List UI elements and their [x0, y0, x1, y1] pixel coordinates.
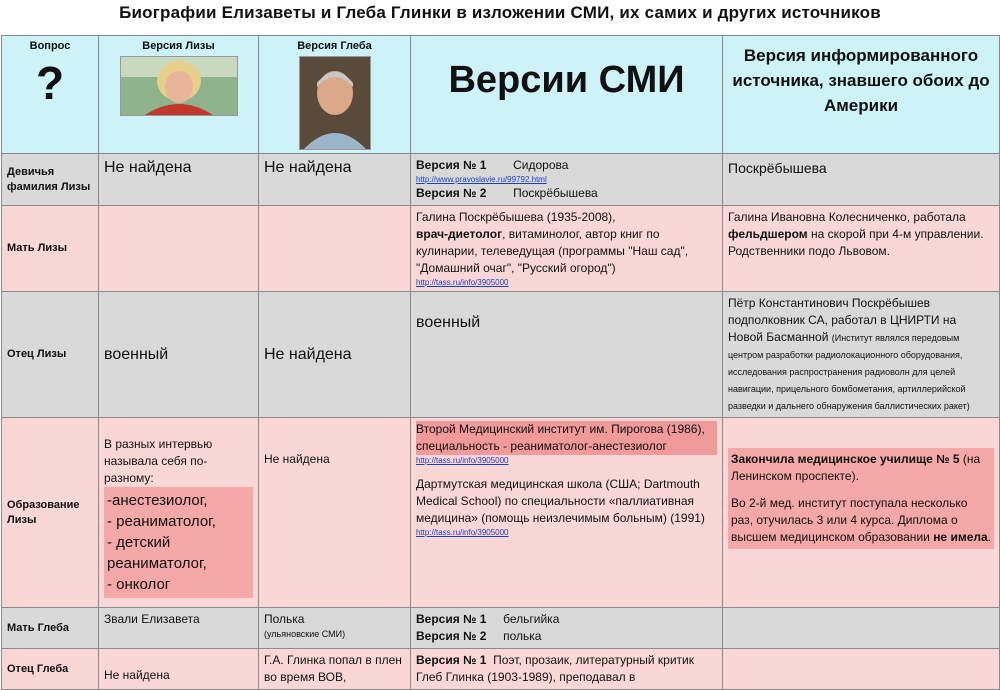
inf-highlight: [728, 448, 994, 549]
source-link[interactable]: http://www.pravoslavie.ru/99792.html: [416, 175, 547, 184]
source-link[interactable]: http://tass.ru/info/3905000: [416, 528, 509, 537]
smi-text: Дартмутская медицинская школа (США; Dartmouth Medical School) по специальности «паллиативная медицина» (помощь неизлечимым больным) (1991): [416, 477, 705, 525]
gleb-cell: [259, 206, 411, 292]
liza-photo: [120, 56, 238, 116]
inf-cell: [723, 206, 1000, 292]
version-label: Версия № 1: [416, 653, 487, 667]
version-value: Поскрёбышева: [513, 186, 598, 200]
list-item: - онколог: [107, 576, 171, 593]
smi-highlight: Второй Медицинский институт им. Пирогова (1986), специальность - реаниматолог-анестезиолог: [416, 421, 717, 455]
header-gleb: [259, 36, 411, 154]
inf-cell: Поскрёбышева: [723, 154, 1000, 206]
liza-cell: [99, 206, 259, 292]
version-value: Сидорова: [513, 158, 569, 172]
row-mother: [2, 206, 1000, 292]
inf-cell: [723, 608, 1000, 649]
question-cell: Отец Лизы: [2, 292, 99, 418]
inf-bold: Закончила медицинское училище № 5: [731, 452, 960, 466]
page-title: Биографии Елизаветы и Глеба Глинки в изложении СМИ, их самих и других источников: [119, 3, 881, 22]
header-smi: [411, 36, 723, 154]
inf-cell: [723, 292, 1000, 418]
source-link[interactable]: http://tass.ru/info/3905000: [416, 456, 509, 465]
question-cell: Мать Глеба: [2, 608, 99, 649]
inf-cell: [723, 418, 1000, 608]
smi-bold: врач-диетолог: [416, 227, 503, 241]
list-item: -анестезиолог,: [107, 492, 208, 509]
gleb-cell: Не найдена: [259, 418, 411, 608]
question-cell: Девичья фамилия Лизы: [2, 154, 99, 206]
biography-table: [1, 35, 1000, 690]
version-label: Версия № 1: [416, 612, 487, 626]
smi-cell: [411, 206, 723, 292]
liza-cell: Не найдена: [99, 649, 259, 690]
liza-cell: военный: [99, 292, 259, 418]
gleb-cell: Не найдена: [259, 292, 411, 418]
row-gleb-mother: [2, 608, 1000, 649]
inf-cell: [723, 649, 1000, 690]
list-item: - реаниматолог,: [107, 513, 216, 530]
inf-text: Пётр Константинович Поскрёбышев подполковник СА, работал в ЦНИРТИ на Новой Басманной: [728, 296, 957, 344]
version-label: Версия № 1: [416, 158, 487, 172]
inf-text: Во 2-й мед. институт поступала несколько раз, отучилась 3 или 4 курса. Диплома о высшем медицинском образовании: [731, 496, 968, 544]
list-item: - детский реаниматолог,: [107, 534, 207, 572]
question-cell: Образование Лизы: [2, 418, 99, 608]
header-question: [2, 36, 99, 154]
gleb-cell: [259, 608, 411, 649]
version-label: Версия № 2: [416, 186, 487, 200]
header-gleb-label: Версия Глеба: [297, 40, 372, 52]
inf-text: Галина Ивановна Колесниченко, работала: [728, 210, 966, 224]
inf-bold: не имела: [933, 530, 988, 544]
question-mark: ?: [35, 57, 65, 109]
inf-small-text: (Институт являлся передовым центром разработки радиолокационного оборудования, исследования распространения радиоволн для целей навигации, прицельного бомбометания, артиллерийской разведки и дальнего обнаружения баллистических ракет): [728, 333, 970, 411]
header-row: [2, 36, 1000, 154]
inf-bold: фельдшером: [728, 227, 808, 241]
liza-cell: [99, 418, 259, 608]
inf-text: на скорой при 4-м управлении. Родственники подо Львовом.: [728, 227, 984, 258]
version-value: полька: [503, 629, 542, 643]
gleb-cell: Г.А. Глинка попал в плен во время ВОВ,: [259, 649, 411, 690]
version-value: бельгийка: [503, 612, 560, 626]
gleb-cell: Не найдена: [259, 154, 411, 206]
smi-cell: военный: [411, 292, 723, 418]
liza-cell: Не найдена: [99, 154, 259, 206]
header-smi-label: Версии СМИ: [448, 59, 685, 101]
smi-text: Галина Поскрёбышева (1935-2008),: [416, 210, 616, 224]
smi-cell: [411, 418, 723, 608]
question-cell: Отец Глеба: [2, 649, 99, 690]
version-label: Версия № 2: [416, 629, 487, 643]
liza-cell: Звали Елизавета: [99, 608, 259, 649]
gleb-photo: [299, 56, 371, 150]
header-inf-label: Версия информированного источника, знавшего обоих до Америки: [732, 46, 990, 115]
header-liza: [99, 36, 259, 154]
question-cell: Мать Лизы: [2, 206, 99, 292]
source-link[interactable]: http://tass.ru/info/3905000: [416, 278, 509, 287]
header-question-label: Вопрос: [29, 40, 71, 52]
liza-intro: В разных интервью называла себя по-разному:: [104, 437, 213, 485]
row-gleb-father: [2, 649, 1000, 690]
row-maiden-name: [2, 154, 1000, 206]
smi-text: Поэт, прозаик, литературный критик Глеб Глинка (1903-1989), преподавал в: [416, 653, 694, 684]
liza-list: [104, 487, 253, 598]
gleb-small-text: (ульяновские СМИ): [264, 629, 346, 639]
inf-text: (на Ленинском проспекте).: [731, 452, 981, 483]
smi-cell: [411, 154, 723, 206]
inf-text: .: [987, 530, 992, 544]
row-father: [2, 292, 1000, 418]
row-education: [2, 418, 1000, 608]
header-inf: [723, 36, 1000, 154]
header-liza-label: Версия Лизы: [142, 40, 215, 52]
smi-cell: [411, 608, 723, 649]
smi-cell: [411, 649, 723, 690]
gleb-text: Полька: [264, 612, 305, 626]
smi-text: , витаминолог, автор книг по кулинарии, телеведущая (программы "Наш сад", "Домашний очаг", "Русский огород"): [416, 227, 689, 275]
